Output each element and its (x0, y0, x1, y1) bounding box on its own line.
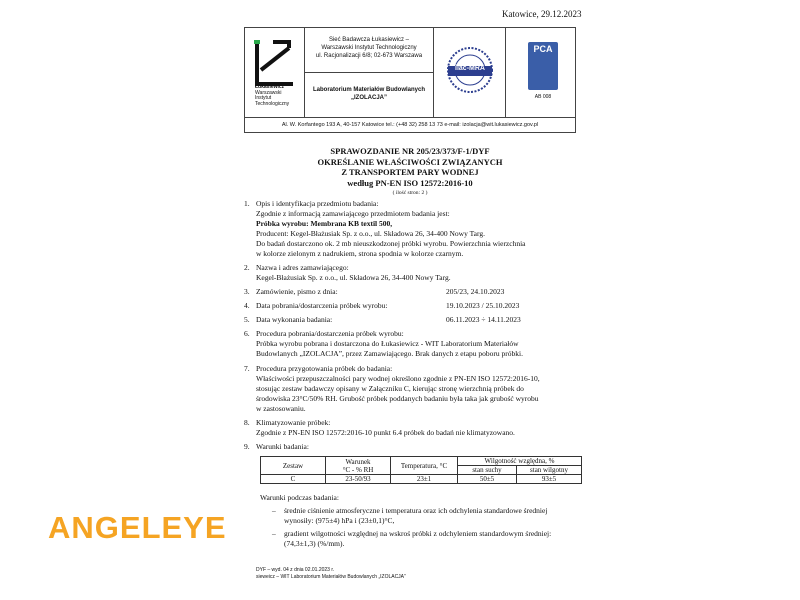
laboratory-name: Laboratorium Materiałów Budowlanych „IZOLACJA” (305, 73, 434, 118)
section-title: Data wykonania badania: (256, 315, 333, 324)
page-count: ( ilość stron: 2 ) (392, 190, 428, 196)
conditions-table (260, 456, 582, 484)
ilac-mra-badge (434, 28, 506, 118)
table-header: Zestaw (261, 457, 326, 475)
test-date: 06.11.2023 ÷ 14.11.2023 (446, 315, 521, 324)
section-title: Warunki badania: (256, 442, 309, 451)
logo-line: Instytut (255, 95, 272, 101)
product-name: Próbka wyrobu: Membrana KB textil 500, (256, 219, 393, 228)
section-title: Procedura przygotowania próbek do badania: (256, 364, 393, 373)
section-title: Zamówienie, pismo z dnia: (256, 287, 338, 296)
institute-info: Sieć Badawcza Łukasiewicz – Warszawski Instytut Technologiczny ul. Racjonalizacji 6/8; 02-673 Warszawa (305, 28, 434, 73)
order-value: 205/23, 24.10.2023 (446, 287, 505, 296)
pca-badge (506, 28, 576, 118)
table-header: Wilgotność względna, % (458, 457, 582, 466)
table-row: C 23-50/93 23±1 50±5 93±5 (261, 475, 582, 484)
report-date: Katowice, 29.12.2023 (502, 9, 582, 19)
table-header: stan wilgotny (517, 466, 582, 475)
ilac-label: ilac-MRA (455, 65, 485, 72)
section-title: Nazwa i adres zamawiającego: (256, 263, 349, 272)
lukasiewicz-logo (245, 28, 305, 118)
section-title: Data pobrania/dostarczenia próbek wyrobu: (256, 301, 388, 310)
lab-address: Al. W. Korfantego 193 A, 40-157 Katowice tel.: (+48 32) 258 13 73 e-mail: izolacja@wit.lukasiewicz.gov.pl (281, 122, 539, 128)
angeleye-watermark: ANGELEYE (48, 510, 227, 545)
section-title: Opis i identyfikacja przedmiotu badania: (256, 199, 379, 208)
ilac-globe-icon (434, 28, 506, 118)
pca-label: PCA (533, 44, 553, 54)
report-title: SPRAWOZDANIE NR 205/23/373/F-1/DYF OKREŚLANIE WŁAŚCIWOŚCI ZWIĄZANYCH Z TRANSPORTEM PARY WODNEJ według PN-EN ISO 12572:2016-10 ( ilość stron: 2 ) (244, 146, 576, 199)
table-header: Warunek °C - % RH (326, 457, 391, 475)
logo-line: Warszawski (255, 89, 282, 96)
sampling-date: 19.10.2023 / 25.10.2023 (446, 301, 520, 310)
section-title: Procedura pobrania/dostarczenia próbek wyrobu: (256, 329, 404, 338)
letterhead (244, 27, 576, 133)
logo-line: Technologiczny (255, 100, 290, 107)
section-title: Klimatyzowanie próbek: (256, 418, 331, 427)
section-title: Warunki podczas badania: (260, 493, 339, 502)
table-header: stan suchy (458, 466, 517, 475)
pca-code: AB 008 (534, 94, 552, 100)
page-footer: DYF – wyd. 04 z dnia 02.01.2023 r. sieweicz – WIT Laboratorium Materiałów Budowlanych „IZOLACJA” (256, 567, 406, 580)
table-header: Temperatura, °C (391, 457, 458, 475)
logo-name: Łukasiewicz (255, 84, 285, 90)
